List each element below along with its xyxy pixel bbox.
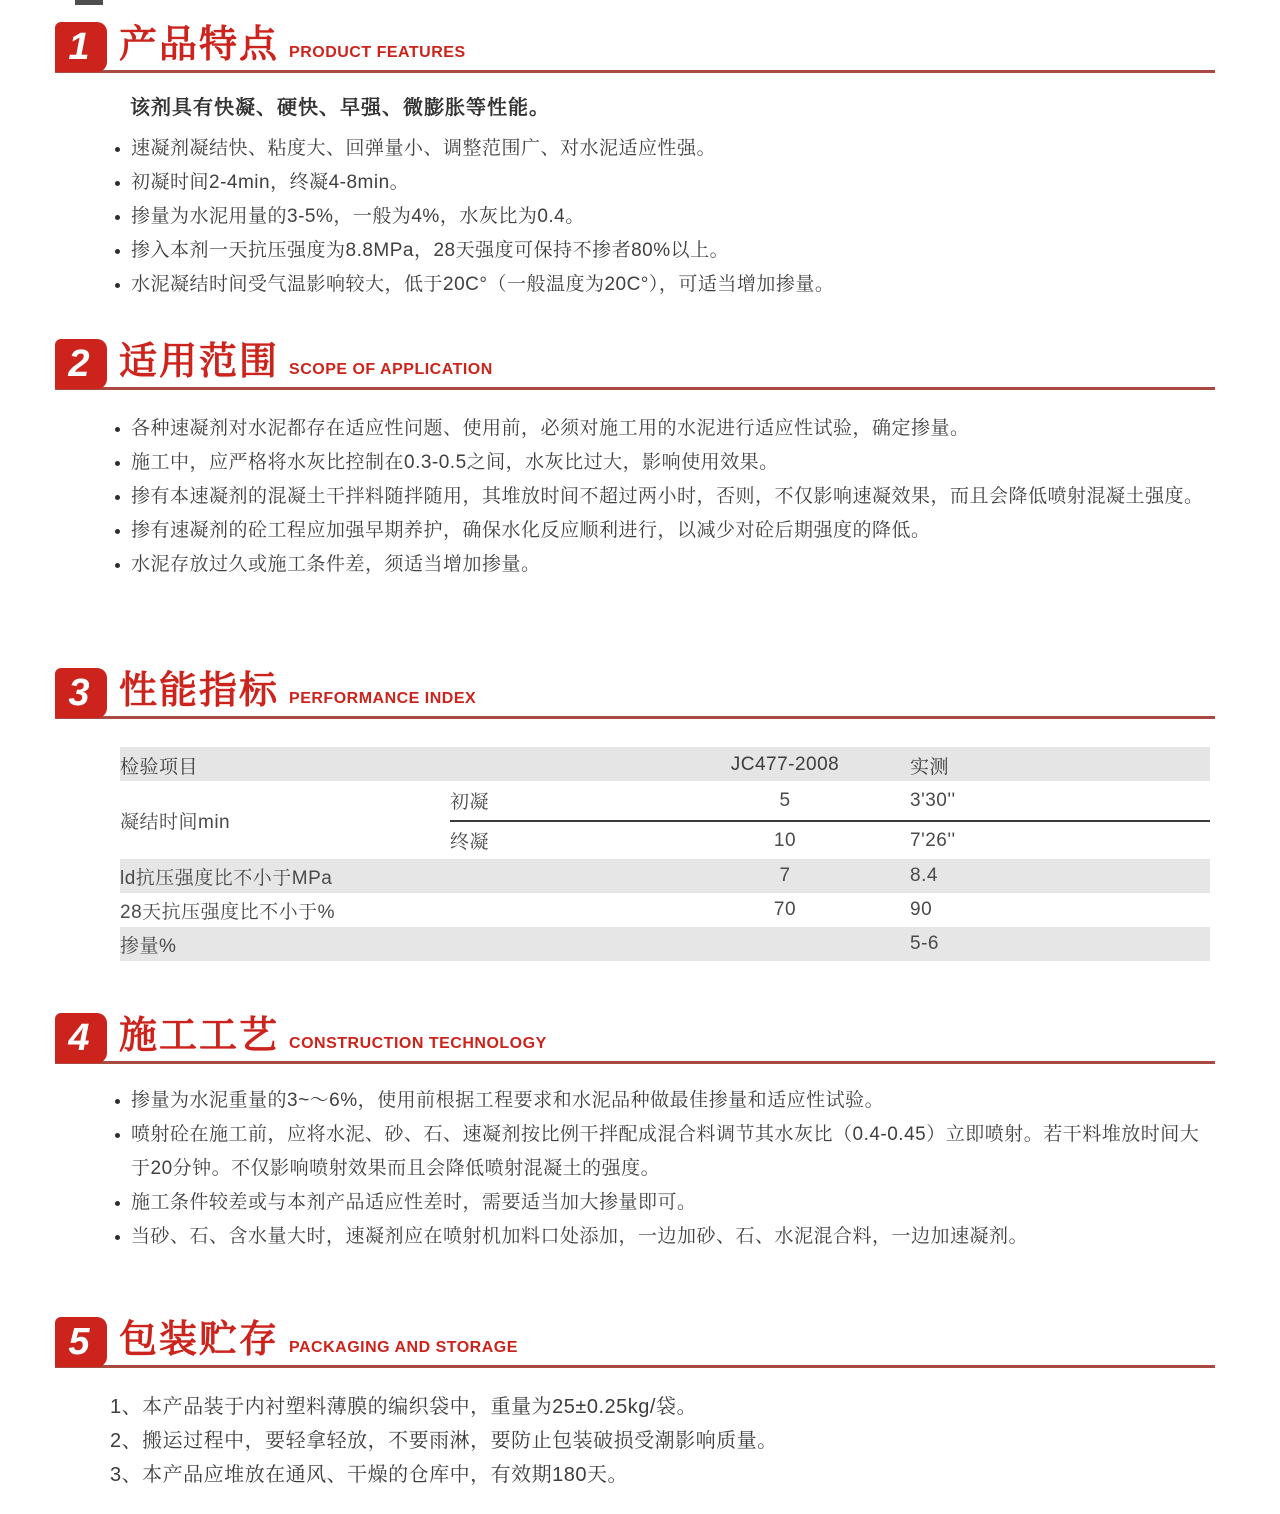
table-header-row — [120, 747, 1210, 781]
section-number-badge — [55, 1317, 107, 1367]
table-row — [120, 781, 1210, 821]
cell-standard: 5 — [779, 789, 791, 811]
cell-standard: 10 — [660, 821, 910, 859]
header-measured: 实测 — [910, 756, 950, 778]
section-titles — [119, 1308, 518, 1363]
section-header — [55, 666, 1215, 719]
bullet-item: 施工条件较差或与本剂产品适应性差时，需要适当加大掺量即可。 — [115, 1186, 1215, 1220]
table-row — [120, 927, 1210, 961]
cell-subitem: 初凝 — [450, 792, 490, 813]
cell-standard — [660, 927, 910, 961]
bullet-item: 掺有本速凝剂的混凝土干拌料随拌随用，其堆放时间不超过两小时，否则，不仅影响速凝效果，而且会降低喷射混凝土强度。 — [115, 480, 1215, 514]
section-product-features — [55, 20, 1215, 302]
bullet-item: 水泥存放过久或施工条件差，须适当增加掺量。 — [115, 548, 1215, 582]
section-title-zh: 施工工艺 — [119, 1015, 280, 1057]
section-titles — [119, 1004, 547, 1059]
bullet-item: 当砂、石、含水量大时，速凝剂应在喷射机加料口处添加，一边加砂、石、水泥混合料，一边加速凝剂。 — [115, 1220, 1215, 1254]
table-row — [120, 859, 1210, 893]
section-title-en: PACKAGING AND STORAGE — [289, 1339, 518, 1356]
cell-standard: 70 — [773, 899, 797, 920]
section-title-en: PRODUCT FEATURES — [289, 44, 466, 61]
cell-measured: 5-6 — [910, 933, 939, 954]
section-header — [55, 1315, 1215, 1368]
cell-subitem: 终凝 — [450, 821, 660, 859]
section-number-badge — [55, 668, 107, 718]
cell-measured: 8.4 — [910, 865, 938, 886]
section-titles — [119, 330, 493, 385]
features-list — [55, 132, 1215, 302]
section-title-en: CONSTRUCTION TECHNOLOGY — [289, 1035, 547, 1052]
numbered-item: 3、本产品应堆放在通风、干燥的仓库中，有效期180天。 — [110, 1464, 628, 1486]
section-number-badge — [55, 1013, 107, 1063]
section-title-zh: 产品特点 — [119, 24, 280, 66]
section-number: 3 — [68, 671, 90, 714]
cell-item: 28天抗压强度比不小于% — [120, 901, 336, 923]
cell-standard: 7 — [779, 865, 791, 886]
cell-measured: 7'26'' — [910, 821, 1210, 859]
section-number-badge — [55, 22, 107, 72]
section-number-badge — [55, 339, 107, 389]
features-intro: 该剂具有快凝、硬快、早强、微膨胀等性能。 — [130, 97, 550, 119]
scope-list — [55, 412, 1215, 582]
bullet-item: 施工中，应严格将水灰比控制在0.3-0.5之间，水灰比过大，影响使用效果。 — [115, 446, 1215, 480]
section-header — [55, 337, 1215, 390]
section-scope — [55, 337, 1215, 582]
section-number: 4 — [68, 1016, 90, 1059]
bullet-item: 水泥凝结时间受气温影响较大，低于20C°（一般温度为20C°），可适当增加掺量。 — [115, 268, 1215, 302]
cell-item: 凝结时间min — [120, 811, 231, 833]
table-row — [120, 893, 1210, 927]
cell-item: 掺量% — [120, 935, 177, 957]
section-title-zh: 适用范围 — [119, 341, 280, 383]
section-header — [55, 1011, 1215, 1064]
performance-table — [120, 747, 1210, 961]
section-number: 5 — [68, 1320, 90, 1363]
section-construction — [55, 1011, 1215, 1254]
cell-item: ld抗压强度比不小于MPa — [120, 867, 333, 889]
bullet-item: 掺量为水泥用量的3-5%，一般为4%，水灰比为0.4。 — [115, 200, 1215, 234]
section-title-zh: 包装贮存 — [119, 1319, 280, 1361]
cell-measured: 90 — [910, 899, 933, 920]
numbered-item: 2、搬运过程中，要轻拿轻放，不要雨淋，要防止包装破损受潮影响质量。 — [110, 1430, 778, 1452]
construction-list — [55, 1084, 1215, 1254]
section-number: 2 — [68, 342, 90, 385]
cell-measured: 3'30'' — [910, 789, 956, 811]
bullet-item: 各种速凝剂对水泥都存在适应性问题、使用前，必须对施工用的水泥进行适应性试验，确定掺量。 — [115, 412, 1215, 446]
packaging-list — [110, 1390, 1215, 1492]
scan-artifact — [75, 0, 103, 5]
section-title-zh: 性能指标 — [119, 670, 280, 712]
bullet-item: 喷射砼在施工前，应将水泥、砂、石、速凝剂按比例干拌配成混合料调节其水灰比（0.4-0.45）立即喷射。若干料堆放时间大于20分钟。不仅影响喷射效果而且会降低喷射混凝土的强度。 — [115, 1118, 1215, 1186]
section-number: 1 — [68, 25, 90, 68]
numbered-item: 1、本产品装于内衬塑料薄膜的编织袋中，重量为25±0.25kg/袋。 — [110, 1396, 697, 1418]
section-title-en: PERFORMANCE INDEX — [289, 690, 477, 707]
section-title-en: SCOPE OF APPLICATION — [289, 361, 493, 378]
section-packaging — [55, 1315, 1215, 1492]
section-performance — [55, 666, 1215, 961]
bullet-item: 速凝剂凝结快、粘度大、回弹量小、调整范围广、对水泥适应性强。 — [115, 132, 1215, 166]
bullet-item: 掺量为水泥重量的3~～6%，使用前根据工程要求和水泥品种做最佳掺量和适应性试验。 — [115, 1084, 1215, 1118]
bullet-item: 掺入本剂一天抗压强度为8.8MPa，28天强度可保持不掺者80%以上。 — [115, 234, 1215, 268]
header-item: 检验项目 — [120, 756, 199, 778]
bullet-item: 掺有速凝剂的砼工程应加强早期养护，确保水化反应顺利进行，以减少对砼后期强度的降低。 — [115, 514, 1215, 548]
section-header — [55, 20, 1215, 73]
section-titles — [119, 13, 466, 68]
header-standard: JC477-2008 — [730, 754, 840, 775]
section-titles — [119, 659, 476, 714]
bullet-item: 初凝时间2-4min，终凝4-8min。 — [115, 166, 1215, 200]
